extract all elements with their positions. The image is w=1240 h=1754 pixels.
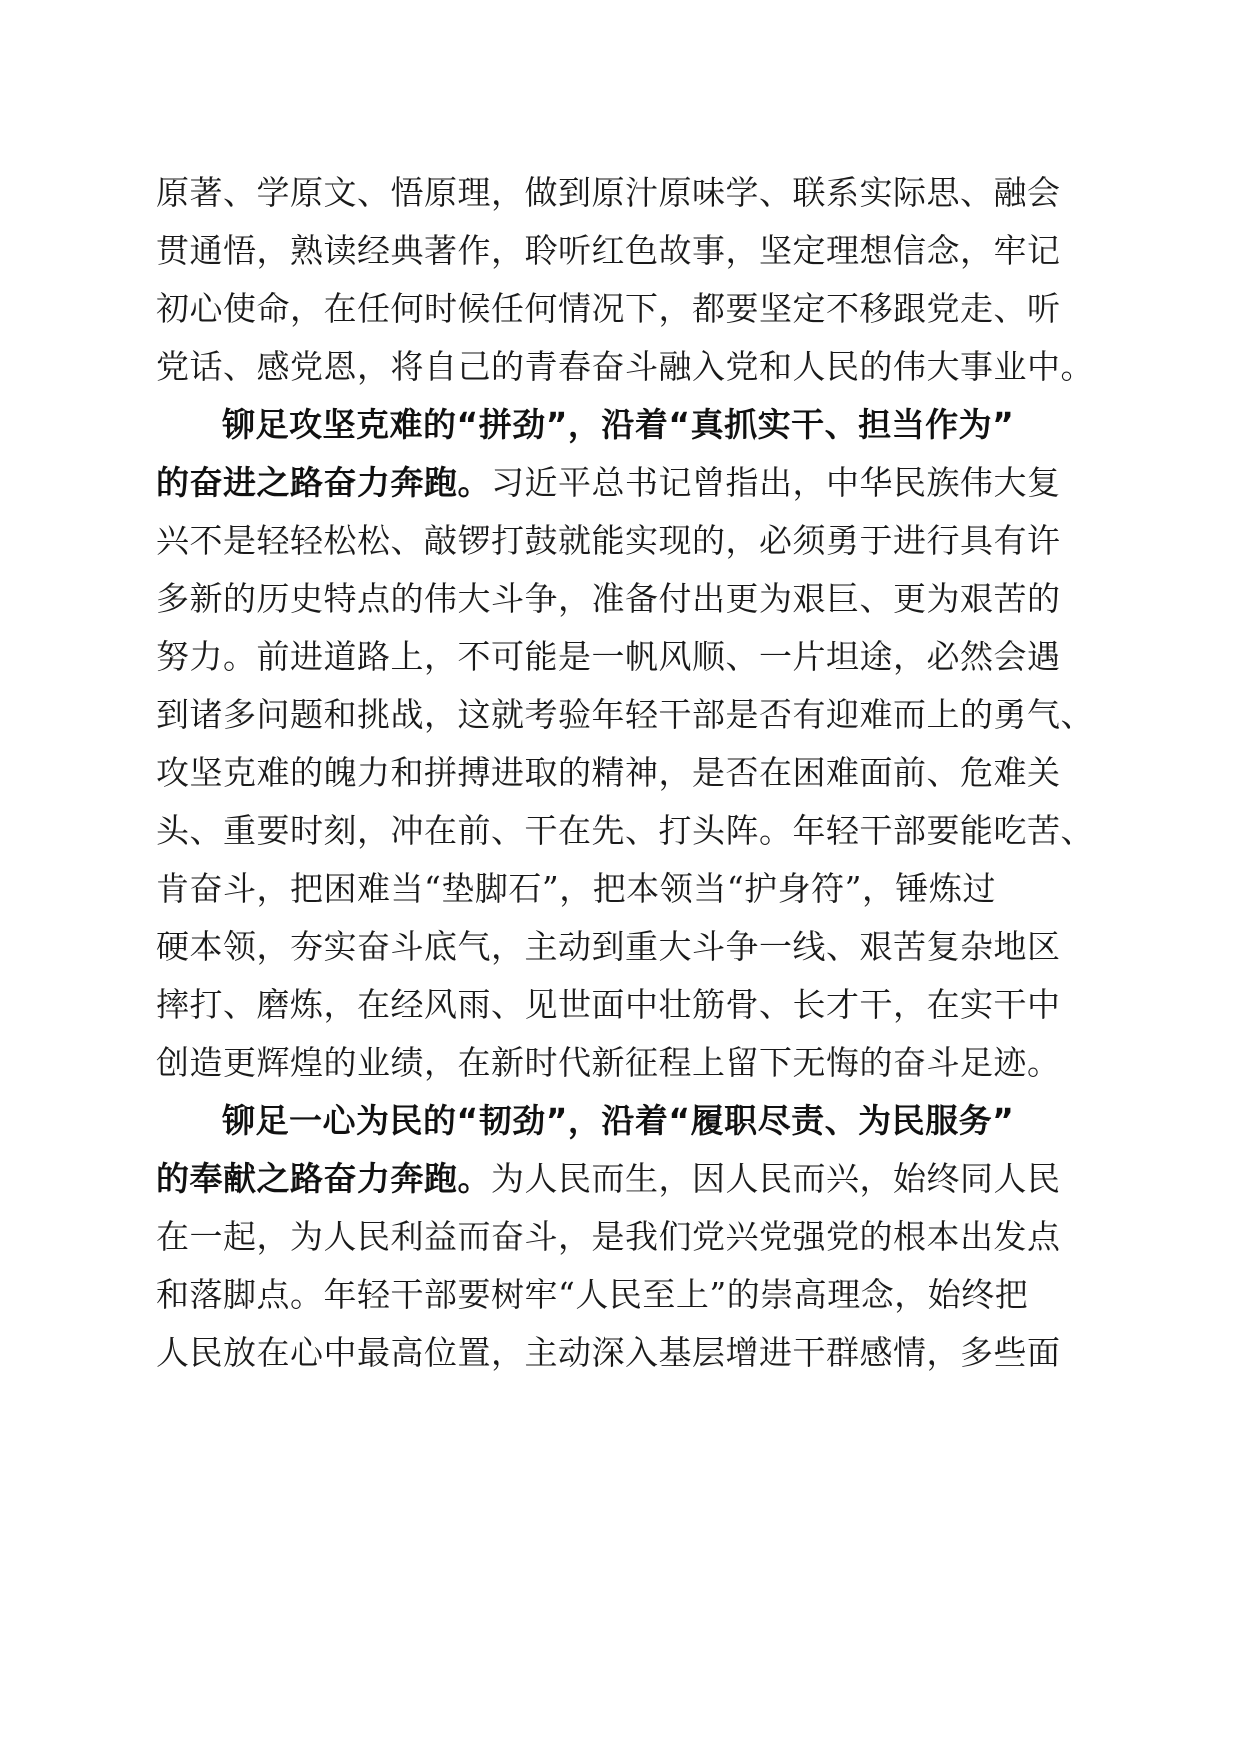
paragraph-2-line-8: 头、重要时刻，冲在前、干在先、打头阵。年轻干部要能吃苦、 [156,811,1094,850]
paragraph-1-line-2: 贯通悟，熟读经典著作，聆听红色故事，坚定理想信念，牢记 [156,231,1061,270]
paragraph-2-line-10: 硬本领，夯实奋斗底气，主动到重大斗争一线、艰苦复杂地区 [156,927,1061,966]
paragraph-3-line-4: 和落脚点。年轻干部要树牢“人民至上”的崇高理念，始终把 [156,1275,1029,1314]
paragraph-3-line-2 [156,1146,1061,1212]
paragraph-1-line-4: 党话、感党恩，将自己的青春奋斗融入党和人民的伟大事业中。 [156,347,1094,386]
paragraph-2-line-2-text: 习近平总书记曾指出，中华民族伟大复 [491,463,1061,502]
paragraph-3-heading-line-1: 铆足一心为民的“韧劲”，沿着“履职尽责、为民服务” [222,1101,1015,1140]
paragraph-3-line-5: 人民放在心中最高位置，主动深入基层增进干群感情，多些面 [156,1333,1061,1372]
paragraph-2-line-12: 创造更辉煌的业绩，在新时代新征程上留下无悔的奋斗足迹。 [156,1043,1061,1082]
paragraph-2-line-6: 到诸多问题和挑战，这就考验年轻干部是否有迎难而上的勇气、 [156,695,1094,734]
paragraph-2-heading-line-1: 铆足攻坚克难的“拼劲”，沿着“真抓实干、担当作为” [222,405,1015,444]
paragraph-2-heading-line-2: 的奋进之路奋力奔跑。 [156,463,491,502]
paragraph-2-line-11: 摔打、磨炼，在经风雨、见世面中壮筋骨、长才干，在实干中 [156,985,1061,1024]
paragraph-2-line-9: 肯奋斗，把困难当“垫脚石”，把本领当“护身符”，锤炼过 [156,869,996,908]
paragraph-2-line-3: 兴不是轻轻松松、敲锣打鼓就能实现的，必须勇于进行具有许 [156,521,1061,560]
paragraph-1-line-1: 原著、学原文、悟原理，做到原汁原味学、联系实际思、融会 [156,173,1061,212]
paragraph-3-line-2-text: 为人民而生，因人民而兴，始终同人民 [491,1159,1061,1198]
paragraph-2-line-7: 攻坚克难的魄力和拼搏进取的精神，是否在困难面前、危难关 [156,753,1061,792]
paragraph-3-heading-line-2: 的奉献之路奋力奔跑。 [156,1159,491,1198]
paragraph-2-line-5: 努力。前进道路上，不可能是一帆风顺、一片坦途，必然会遇 [156,637,1061,676]
paragraph-2-line-4: 多新的历史特点的伟大斗争，准备付出更为艰巨、更为艰苦的 [156,579,1061,618]
paragraph-3-line-3: 在一起，为人民利益而奋斗，是我们党兴党强党的根本出发点 [156,1217,1061,1256]
paragraph-2-line-2 [156,450,1061,516]
paragraph-1-line-3: 初心使命，在任何时候任何情况下，都要坚定不移跟党走、听 [156,289,1061,328]
